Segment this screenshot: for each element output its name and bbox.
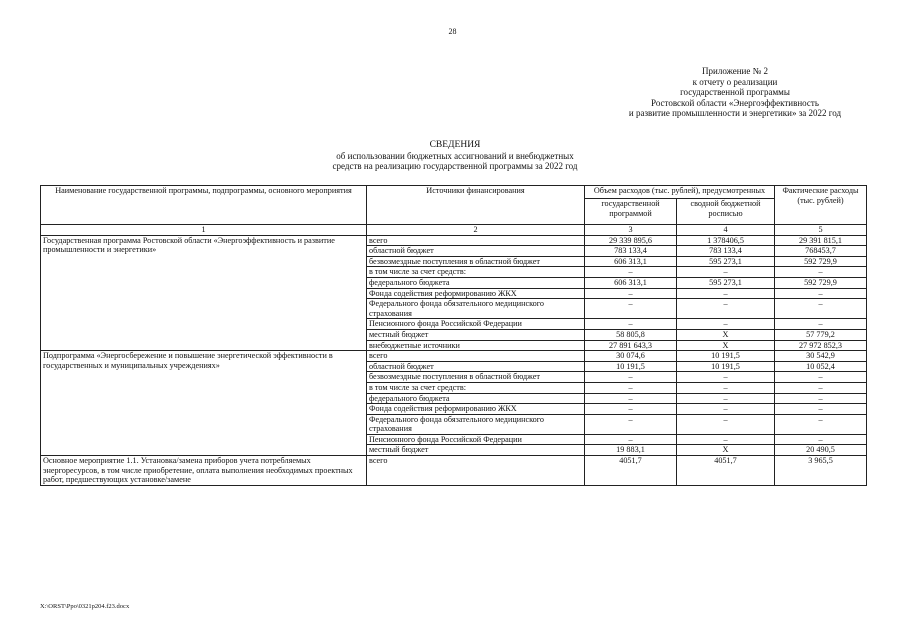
actual-amount-cell: 768453,7 [775,246,867,257]
funding-source-cell: Федерального фонда обязательного медицинского страхования [367,414,585,434]
actual-amount-cell: 592 729,9 [775,277,867,288]
appendix-line: к отчету о реализации [692,76,778,87]
column-number: 4 [677,225,775,236]
appendix-line: государственной программы [680,87,790,98]
funding-source-cell: местный бюджет [367,329,585,340]
budget-amount-cell: 595 273,1 [677,277,775,288]
planned-amount-cell: 4051,7 [585,456,677,486]
planned-amount-cell: – [585,299,677,319]
planned-amount-cell: – [585,393,677,404]
page-number: 28 [448,27,457,36]
planned-amount-cell: 29 339 895,6 [585,235,677,246]
planned-amount-cell: 606 313,1 [585,277,677,288]
planned-amount-cell: – [585,288,677,299]
actual-amount-cell: 20 490,5 [775,445,867,456]
program-name-cell: Подпрограмма «Энергосбережение и повышение энергетической эффективности в государственных и муниципальных учреждениях» [41,351,367,456]
budget-amount-cell: Х [677,340,775,351]
actual-amount-cell: 30 542,9 [775,351,867,362]
planned-amount-cell: 58 805,8 [585,329,677,340]
budget-amount-cell: Х [677,445,775,456]
budget-amount-cell: 10 191,5 [677,351,775,362]
header-funding-source: Источники финансирования [367,186,585,225]
document-title: СВЕДЕНИЯ [429,140,481,150]
funding-source-cell: безвозмездные поступления в областной бюджет [367,372,585,383]
table-row [41,456,867,486]
funding-source-cell: местный бюджет [367,445,585,456]
budget-amount-cell: – [677,299,775,319]
appendix-line: и развитие промышленности и энергетики» за 2022 год [628,108,842,119]
header-actual-expenses: Фактические расходы (тыс. рублей) [775,186,867,225]
actual-amount-cell: 592 729,9 [775,256,867,267]
planned-amount-cell: – [585,372,677,383]
funding-source-cell: Фонда содействия реформированию ЖКХ [367,404,585,415]
column-number: 3 [585,225,677,236]
actual-amount-cell: – [775,382,867,393]
planned-amount-cell: 27 891 643,3 [585,340,677,351]
header-budget-schedule: сводной бюджетной росписью [677,199,775,225]
appendix-line: Приложение № 2 [702,66,768,76]
document-subtitle-line: об использовании бюджетных ассигнований и внебюджетных [336,150,574,161]
funding-source-cell: областной бюджет [367,246,585,257]
document-heading [255,140,655,172]
budget-amount-cell: – [677,288,775,299]
planned-amount-cell: 10 191,5 [585,361,677,372]
budget-amount-cell: – [677,372,775,383]
program-name-cell: Государственная программа Ростовской области «Энергоэффективность и развитие промышленности и энергетики» [41,235,367,351]
funding-source-cell: областной бюджет [367,361,585,372]
actual-amount-cell: 57 779,2 [775,329,867,340]
funding-source-cell: федерального бюджета [367,393,585,404]
planned-amount-cell: – [585,382,677,393]
budget-amount-cell: 10 191,5 [677,361,775,372]
budget-amount-cell: – [677,404,775,415]
funding-source-cell: Фонда содействия реформированию ЖКХ [367,288,585,299]
funding-source-cell: всего [367,456,585,486]
actual-amount-cell: – [775,319,867,330]
planned-amount-cell: – [585,267,677,278]
budget-amount-cell: – [677,382,775,393]
actual-amount-cell: – [775,299,867,319]
actual-amount-cell: 29 391 815,1 [775,235,867,246]
planned-amount-cell: 30 074,6 [585,351,677,362]
actual-amount-cell: – [775,404,867,415]
planned-amount-cell: – [585,414,677,434]
column-number: 1 [41,225,367,236]
planned-amount-cell: 783 133,4 [585,246,677,257]
table-body [41,235,867,485]
planned-amount-cell: – [585,434,677,445]
file-path-footer: X:\ORST\Ppo\0321p204.f23.docx [40,603,130,610]
funding-source-cell: в том числе за счет средств: [367,267,585,278]
planned-amount-cell: 19 883,1 [585,445,677,456]
actual-amount-cell: – [775,288,867,299]
funding-source-cell: всего [367,351,585,362]
budget-amount-cell: – [677,267,775,278]
table-row [41,235,867,246]
actual-amount-cell: 27 972 852,3 [775,340,867,351]
actual-amount-cell: – [775,393,867,404]
actual-amount-cell: 3 965,5 [775,456,867,486]
funding-source-cell: безвозмездные поступления в областной бюджет [367,256,585,267]
planned-amount-cell: – [585,319,677,330]
budget-amount-cell: – [677,434,775,445]
budget-amount-cell: 783 133,4 [677,246,775,257]
budget-amount-cell: – [677,393,775,404]
funding-source-cell: Пенсионного фонда Российской Федерации [367,319,585,330]
funding-source-cell: Пенсионного фонда Российской Федерации [367,434,585,445]
budget-amount-cell: – [677,319,775,330]
expenditure-table [40,185,867,486]
actual-amount-cell: – [775,414,867,434]
funding-source-cell: внебюджетные источники [367,340,585,351]
budget-amount-cell: – [677,414,775,434]
table-row [41,351,867,362]
budget-amount-cell: 595 273,1 [677,256,775,267]
header-program-name: Наименование государственной программы, подпрограммы, основного мероприятия [41,186,367,225]
actual-amount-cell: – [775,267,867,278]
funding-source-cell: Федерального фонда обязательного медицинского страхования [367,299,585,319]
column-number: 5 [775,225,867,236]
header-planned-volume: Объем расходов (тыс. рублей), предусмотренных [585,186,775,199]
funding-source-cell: всего [367,235,585,246]
actual-amount-cell: 10 052,4 [775,361,867,372]
program-name-cell: Основное мероприятие 1.1. Установка/замена приборов учета потребляемых энергоресурсов, в том числе приобретение, оплата выполнения необходимых проектных работ, предшествующих установке/замене [41,456,367,486]
document-subtitle-line: средств на реализацию государственной программы за 2022 год [332,161,578,172]
budget-amount-cell: Х [677,329,775,340]
actual-amount-cell: – [775,434,867,445]
budget-amount-cell: 4051,7 [677,456,775,486]
funding-source-cell: федерального бюджета [367,277,585,288]
header-state-program: государственной программой [585,199,677,225]
planned-amount-cell: 606 313,1 [585,256,677,267]
budget-amount-cell: 1 378406,5 [677,235,775,246]
funding-source-cell: в том числе за счет средств: [367,382,585,393]
actual-amount-cell: – [775,372,867,383]
appendix-block [560,66,905,119]
appendix-line: Ростовской области «Энергоэффективность [651,97,819,108]
planned-amount-cell: – [585,404,677,415]
column-number: 2 [367,225,585,236]
